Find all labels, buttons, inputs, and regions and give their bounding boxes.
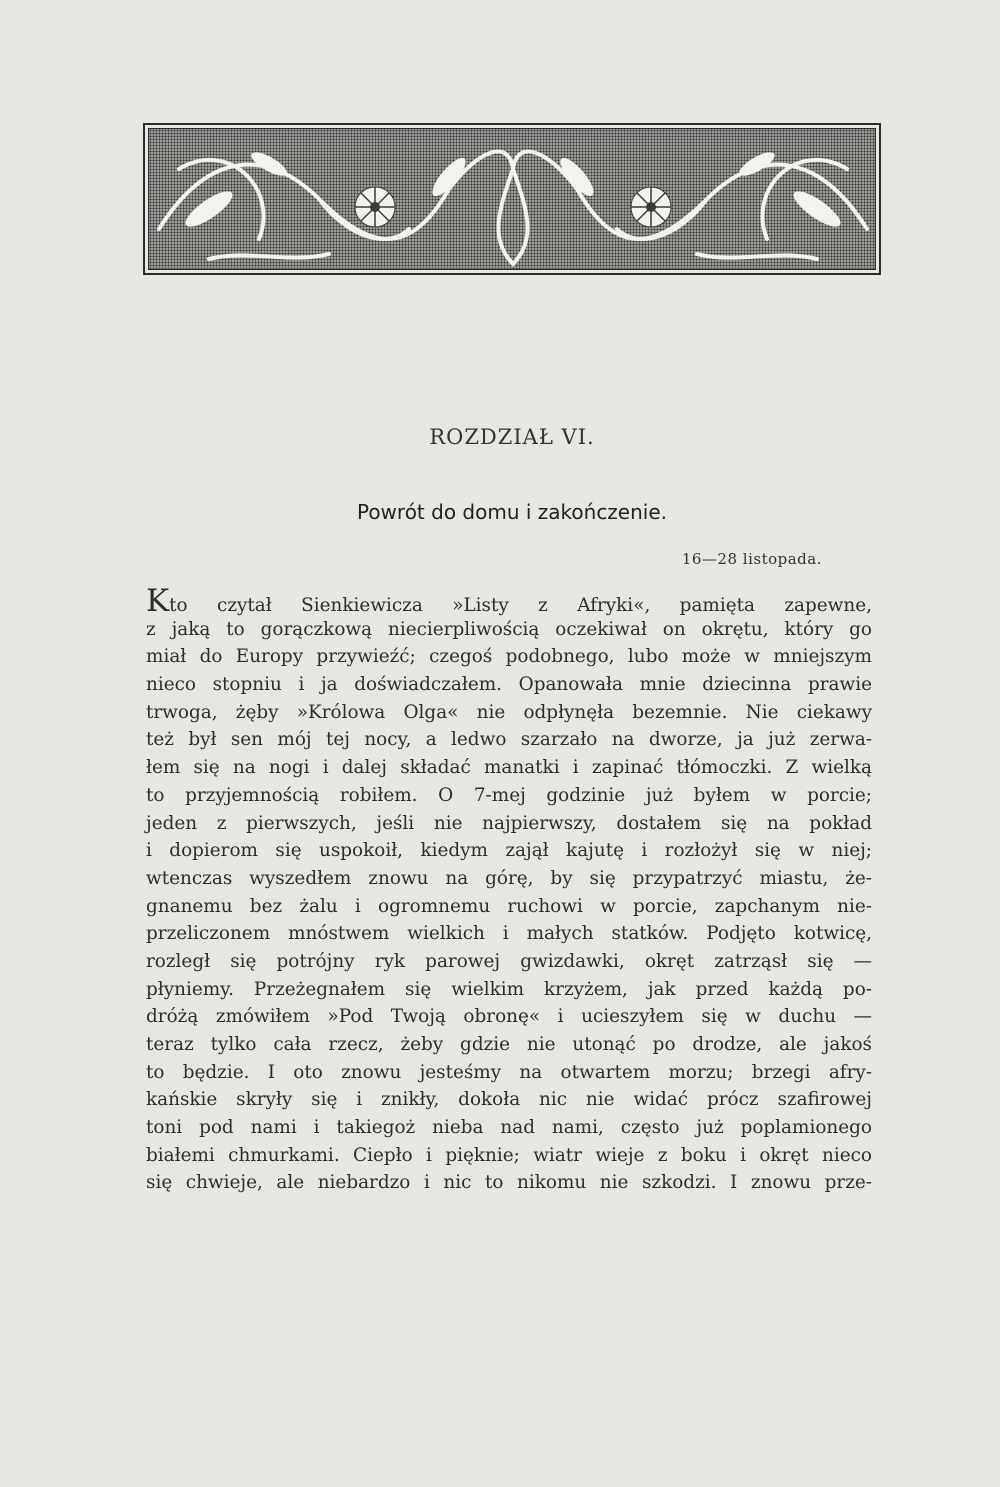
text-line: dróżą zmówiłem »Pod Twoją obronę« i ucieszyłem się w duchu — <box>146 1006 872 1028</box>
text-line: to będzie. I oto znowu jesteśmy na otwartem morzu; brzegi afry- <box>146 1061 872 1083</box>
text-line: z jaką to gorączkową niecierpliwością oczekiwał on okrętu, który go <box>146 618 872 640</box>
text-line: też był sen mój tej nocy, a ledwo szarzało na dworze, ja już zerwa- <box>146 729 872 751</box>
text-line: płyniemy. Przeżegnałem się wielkim krzyżem, jak przed każdą po- <box>146 978 872 1000</box>
body-paragraph <box>146 583 872 1197</box>
floral-ornament-icon <box>149 129 876 270</box>
text-line: teraz tylko cała rzecz, żeby gdzie nie utonąć po drodze, ale jakoś <box>146 1034 872 1055</box>
text-line: wtenczas wyszedłem znowu na górę, by się przypatrzyć miastu, że- <box>146 867 872 889</box>
drop-cap: K <box>146 583 170 619</box>
text-line: trwoga, żęby »Królowa Olga« nie odpłynęła bezemnie. Nie ciekawy <box>146 701 872 723</box>
text-line: się chwieje, ale niebardzo i nic to nikomu nie szkodzi. I znowu prze- <box>146 1172 872 1194</box>
text-line: przeliczonem mnóstwem wielkich i małych statków. Podjęto kotwicę, <box>146 923 872 945</box>
text-line: białemi chmurkami. Ciepło i pięknie; wiatr wieje z boku i okręt nieco <box>146 1144 872 1166</box>
text-line: i dopierom się uspokoił, kiedym zajął kajutę i rozłożył się w niej; <box>146 840 872 862</box>
ornament-panel <box>148 128 876 270</box>
chapter-subtitle: Powrót do domu i zakończenie. <box>356 500 668 524</box>
text-line: rozległ się potrójny ryk parowej gwizdawki, okręt zatrząsł się — <box>146 950 872 972</box>
decorative-header-ornament <box>143 123 881 275</box>
text-line: to przyjemnością robiłem. O 7-mej godzinie już byłem w porcie; <box>146 784 872 806</box>
text-line: nieco stopniu i ja doświadczałem. Opanowała mnie dziecinna prawie <box>146 674 872 696</box>
text-line: jeden z pierwszych, jeśli nie najpierwszy, dostałem się na pokład <box>146 812 872 834</box>
text-line: łem się na nogi i dalej składać manatki i zapinać tłómoczki. Z wielką <box>146 757 872 779</box>
text-line: toni pod nami i takiegoż nieba nad nami, często już poplamionego <box>146 1117 872 1139</box>
text-line: miał do Europy przywieźć; czegoś podobnego, lubo może w mniejszym <box>146 646 872 668</box>
text-line: kańskie skryły się i znikły, dokoła nic nie widać prócz szafirowej <box>146 1089 872 1111</box>
text-line <box>146 583 872 619</box>
date-line: 16—28 listopada. <box>681 550 822 568</box>
chapter-heading: ROZDZIAŁ VI. <box>429 425 595 449</box>
first-line-text: to czytał Sienkiewicza »Listy z Afryki«, pamięta zapewne, <box>169 595 872 616</box>
text-line: gnanemu bez żalu i ogromnemu ruchowi w porcie, zapchanym nie- <box>146 895 872 917</box>
